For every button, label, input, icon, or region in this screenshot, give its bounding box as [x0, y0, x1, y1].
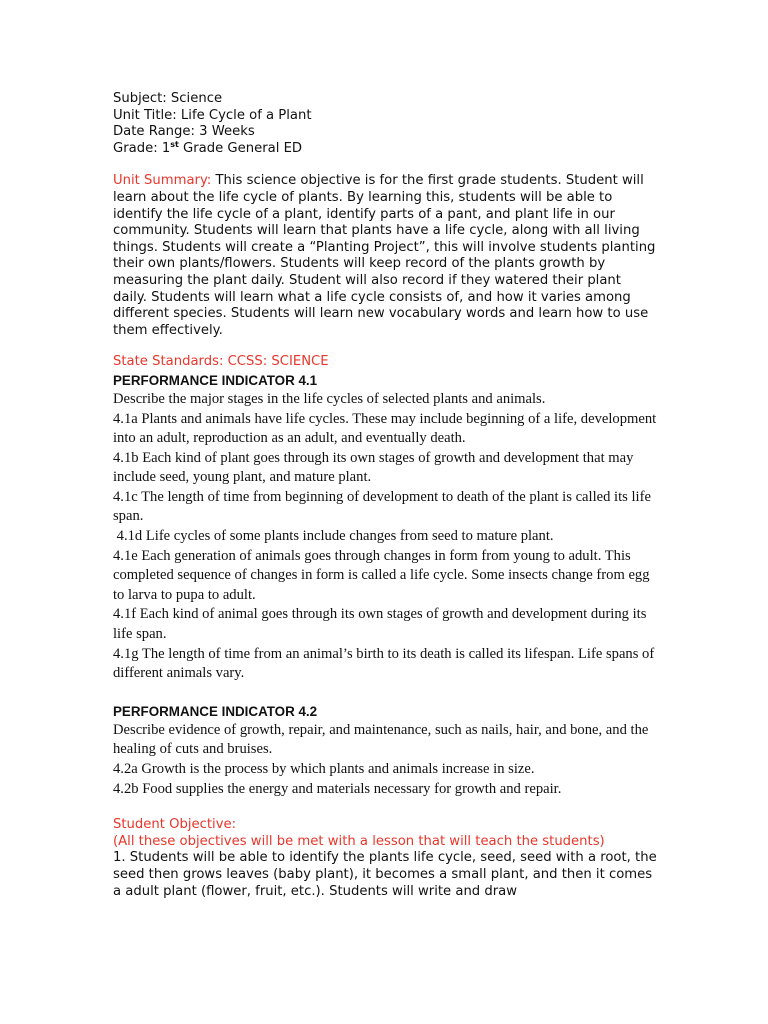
state-standards-label: State Standards: CCSS: SCIENCE	[113, 354, 329, 370]
student-objective-note: (All these objectives will be met with a lesson that will teach the students)	[113, 833, 605, 849]
pi42-line: 4.2b Food supplies the energy and materials necessary for growth and repair.	[113, 780, 562, 797]
grade-prefix: Grade: 1	[113, 140, 171, 156]
pi41-line: 4.1a Plants and animals have life cycles. These may include beginning of a life, development into an adult, reproduction as an adult, and eventually death.	[113, 410, 657, 447]
pi42-line: Describe evidence of growth, repair, and maintenance, such as nails, hair, and bone, and the healing of cuts and bruises.	[113, 721, 649, 758]
student-objective	[113, 817, 658, 900]
grade-line	[113, 141, 658, 158]
header-block	[113, 91, 658, 157]
unit-summary-label: Unit Summary:	[113, 173, 212, 189]
pi41-line: Describe the major stages in the life cycles of selected plants and animals.	[113, 390, 546, 407]
student-objective-item: 1. Students will be able to identify the plants life cycle, seed, seed with a root, the seed then grows leaves (baby plant), it becomes a small plant, and then it comes a adult plant (flower, fruit, etc.). Students will write and draw	[113, 850, 657, 899]
grade-suffix: Grade General ED	[178, 140, 303, 156]
date-range-line: Date Range: 3 Weeks	[113, 124, 255, 140]
pi42-body	[113, 721, 658, 799]
unit-summary-text: This science objective is for the first grade students. Student will learn about the life cycle of plants. By learning this, students will be able to identify the life cycle of a plant, identify parts of a pant, and plant life in our community. Students will learn that plants have a life cycle, along with all living things. Students will create a “Planting Project”, this will involve students planting their own plants/flowers. Students will keep record of the plants growth by measuring the plant daily. Student will also record if they watered their plant daily. Students will learn what a life cycle consists of, and how it varies among different species. Students will learn new vocabulary words and learn how to use them effectively.	[113, 173, 656, 338]
grade-superscript: st	[170, 139, 179, 149]
pi41-line: 4.1e Each generation of animals goes through changes in form from young to adult. This completed sequence of changes in form is called a life cycle. Some insects change from egg to larva to pupa to adult.	[113, 547, 650, 603]
pi41-line: 4.1f Each kind of animal goes through its own stages of growth and development during its life span.	[113, 606, 647, 643]
pi41-line: 4.1b Each kind of plant goes through its own stages of growth and development that may include seed, young plant, and mature plant.	[113, 449, 634, 486]
subject-line: Subject: Science	[113, 91, 223, 106]
document-page	[113, 91, 658, 900]
unit-summary	[113, 173, 658, 339]
pi42-line: 4.2a Growth is the process by which plants and animals increase in size.	[113, 761, 535, 777]
student-objective-label: Student Objective:	[113, 817, 237, 833]
unit-title-line: Unit Title: Life Cycle of a Plant	[113, 107, 312, 123]
pi41-line: 4.1g The length of time from an animal’s birth to its death is called its lifespan. Life spans of different animals vary.	[113, 645, 655, 682]
pi41-heading: PERFORMANCE INDICATOR 4.1	[113, 372, 318, 388]
pi42-heading: PERFORMANCE INDICATOR 4.2	[113, 703, 318, 719]
pi41-line: 4.1d Life cycles of some plants include changes from seed to mature plant.	[113, 528, 554, 545]
pi41-body	[113, 390, 658, 684]
pi41-line: 4.1c The length of time from beginning of development to death of the plant is called its life span.	[113, 488, 651, 525]
